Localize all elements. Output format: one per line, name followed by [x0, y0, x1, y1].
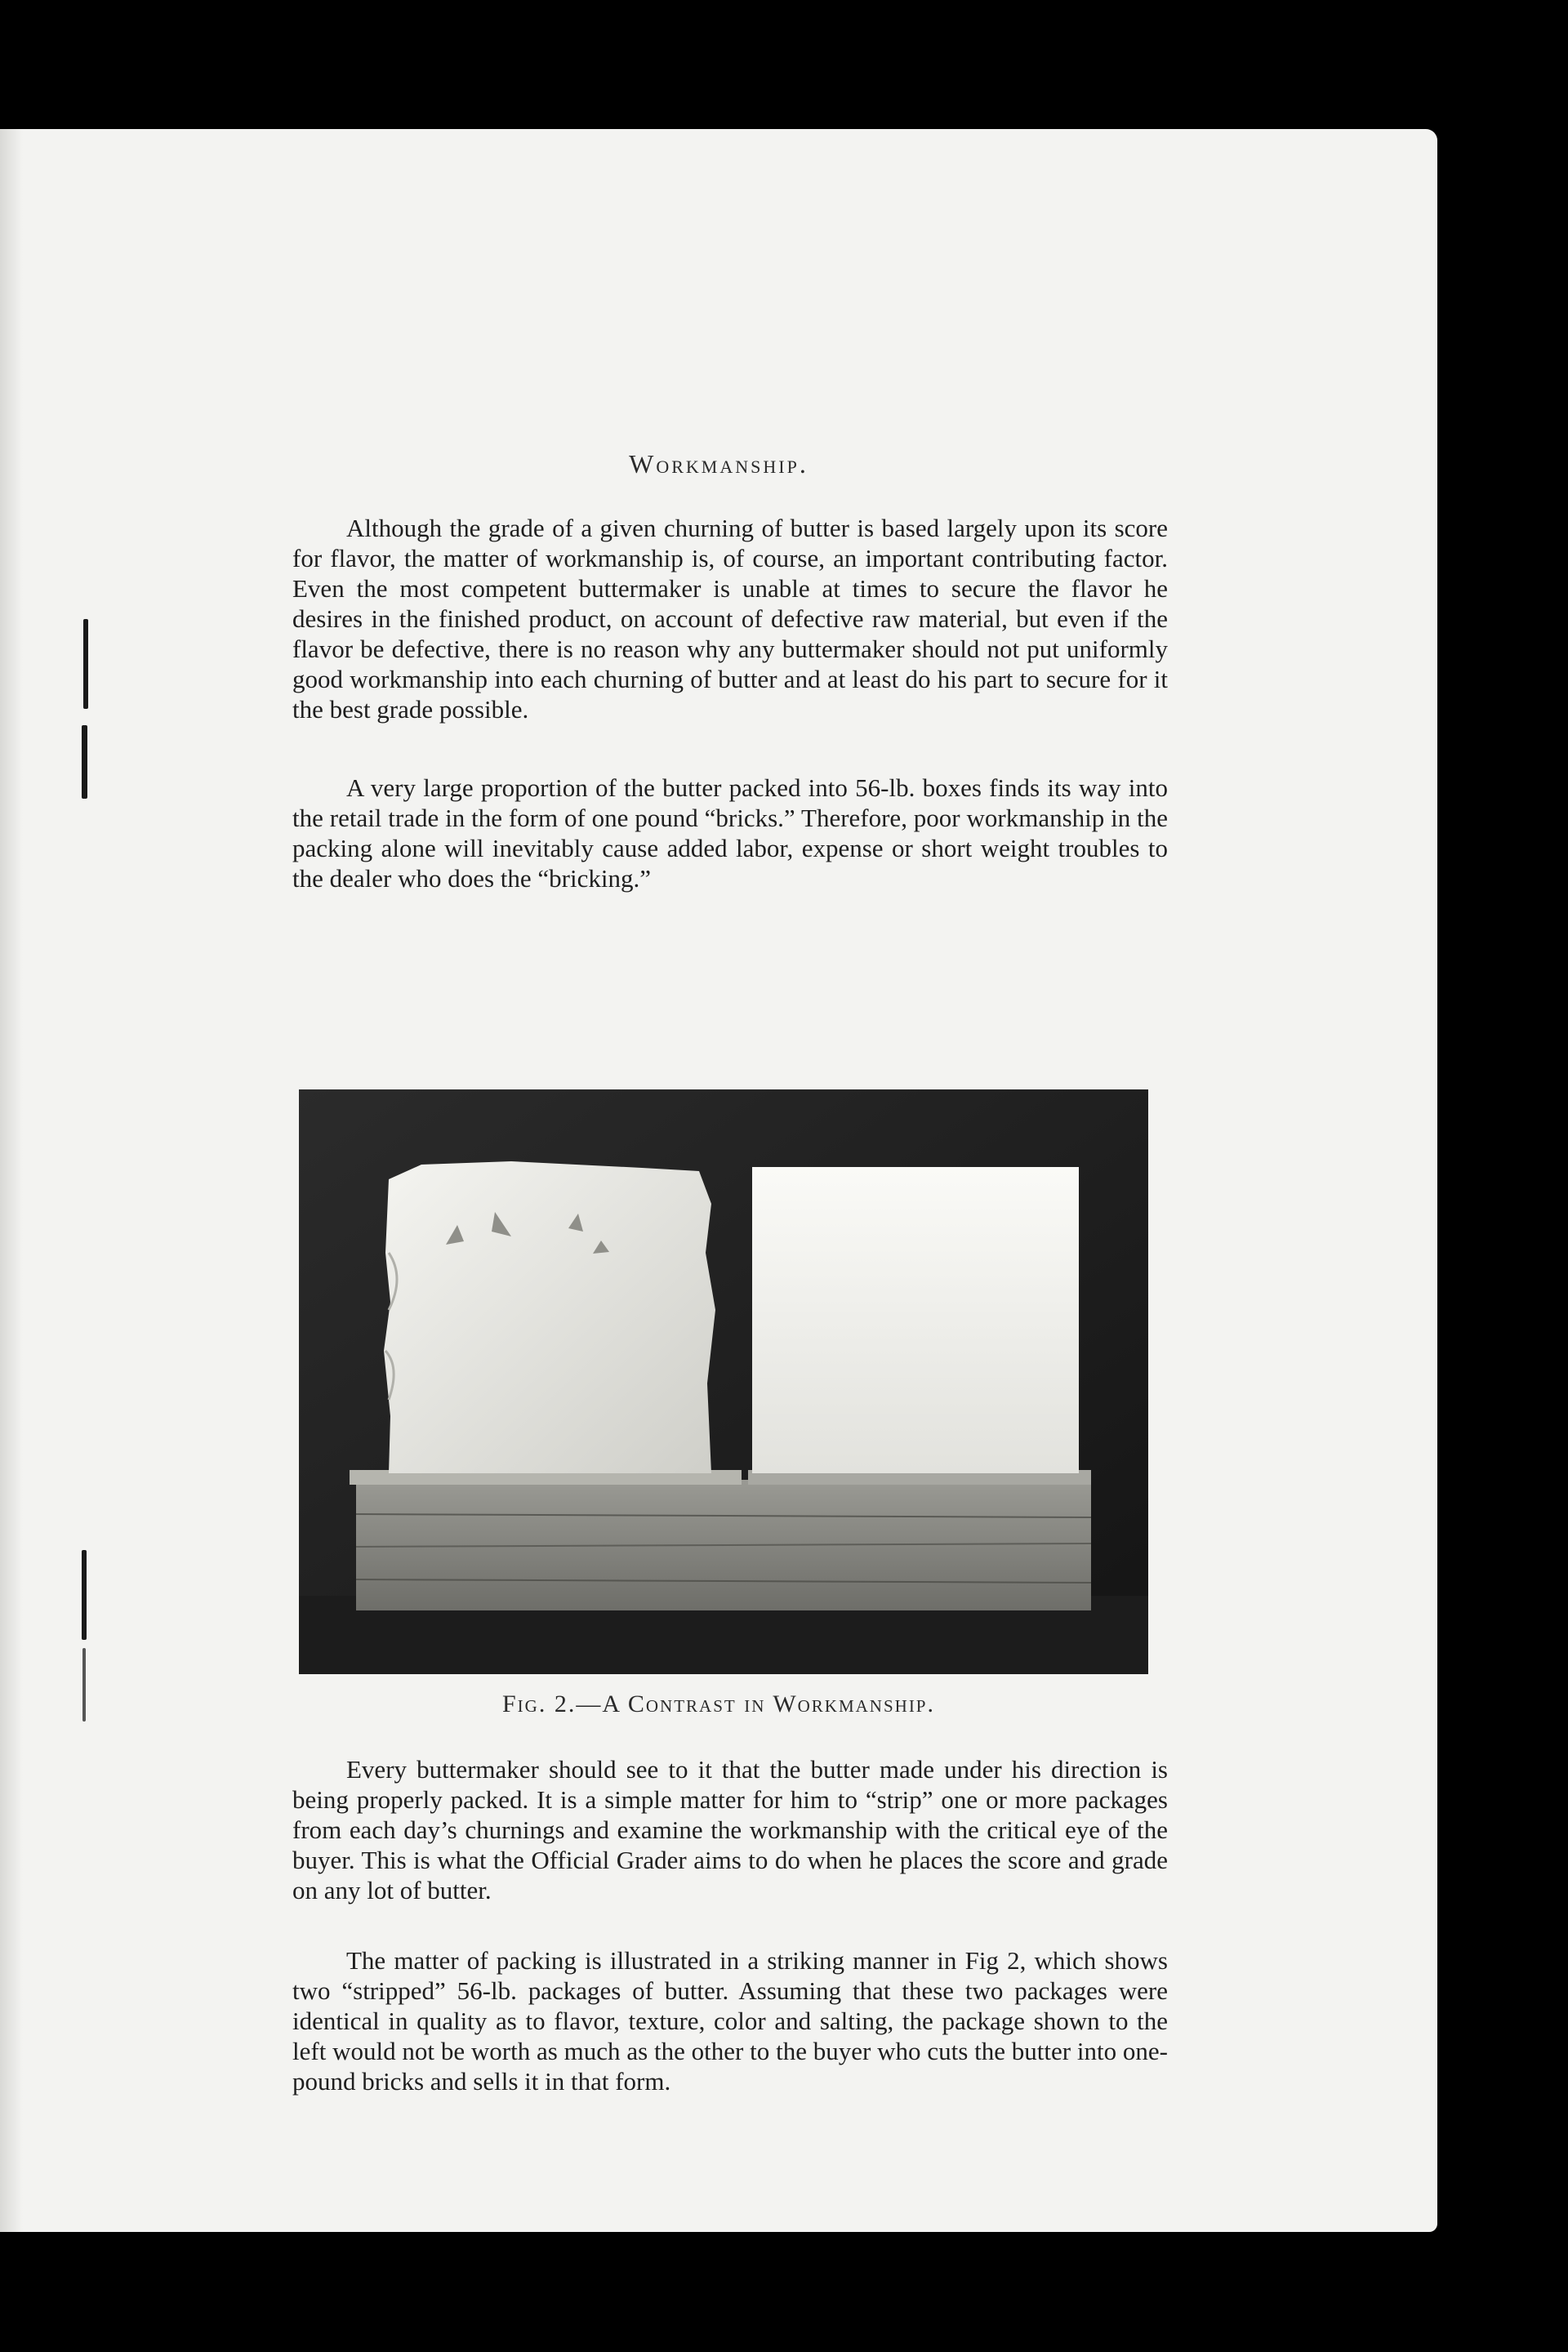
paragraph: The matter of packing is illustrated in a striking manner in Fig 2, which shows two “stripped” 56-lb. packages of butter. Assuming that these two packages were identical in quality as to flavor, texture, color and salting, the package shown to the left would not be worth as much as the other to the buyer who cuts the butter into one-pound bricks and sells it in that form.	[292, 1946, 1168, 2096]
page-heading: Workmanship.	[629, 449, 808, 479]
binding-mark	[82, 1550, 87, 1640]
page-edge-shadow	[0, 129, 23, 2232]
figure-caption: Fig. 2.—A Contrast in Workmanship.	[502, 1690, 935, 1717]
butter-block-left	[384, 1161, 715, 1473]
document-page	[0, 129, 1437, 2232]
figure-photograph	[299, 1089, 1148, 1674]
binding-mark	[82, 725, 87, 799]
paragraph: Although the grade of a given churning of butter is based largely upon its score for flavor, the matter of workmanship is, of course, an important contributing factor. Even the most competent buttermaker is unable at times to secure the flavor he desires in the finished product, on account of defective raw material, but even if the flavor be defective, there is no reason why any buttermaker should not put uniformly good workmanship into each churning of butter and at least do his part to secure for it the best grade possible.	[292, 514, 1168, 724]
paragraph: Every buttermaker should see to it that the butter made under his direction is being properly packed. It is a simple matter for him to “strip” one or more packages from each day’s churnings and examine the workmanship with the critical eye of the buyer. This is what the Official Grader aims to do when he places the score and grade on any lot of butter.	[292, 1755, 1168, 1904]
paragraph: A very large proportion of the butter packed into 56-lb. boxes finds its way into the retail trade in the form of one pound “bricks.” Therefore, poor workmanship in the packing alone will inevitably cause added labor, expense or short weight troubles to the dealer who does the “bricking.”	[292, 773, 1168, 893]
binding-mark	[83, 619, 88, 709]
butter-block-right	[752, 1167, 1079, 1473]
